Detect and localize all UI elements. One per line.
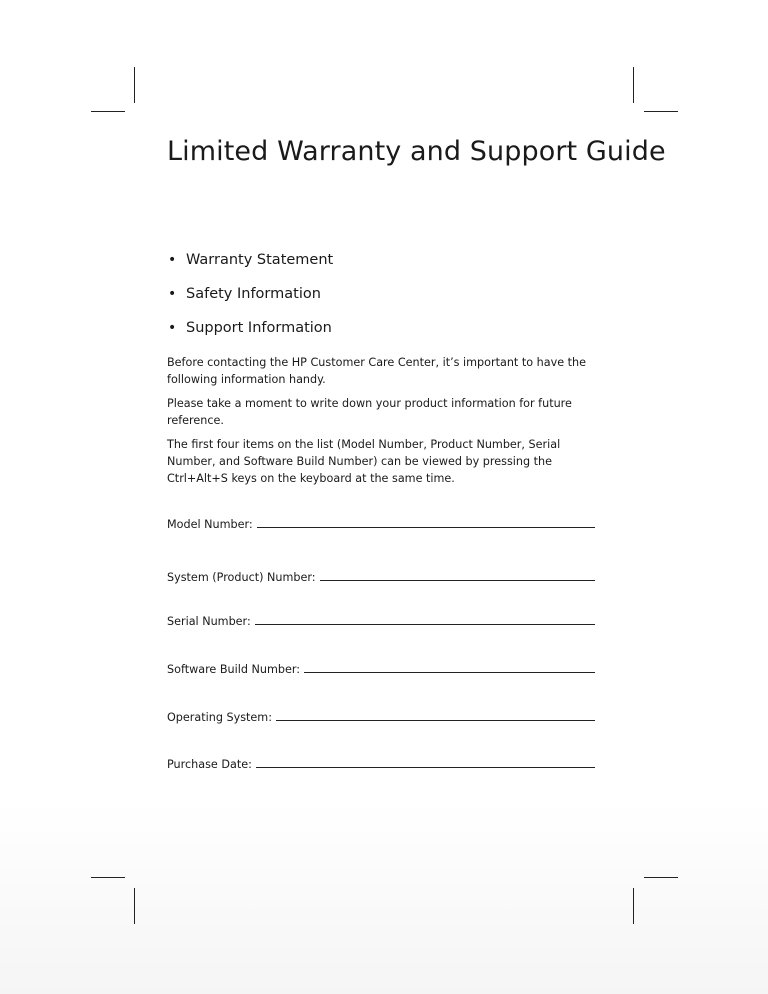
field-label: Software Build Number:: [167, 663, 301, 676]
serial-number-field: [167, 610, 595, 628]
crop-mark-top-right-horizontal: [644, 111, 678, 112]
bullet-icon: •: [168, 252, 177, 268]
write-in-line: [304, 671, 595, 673]
crop-mark-top-right-vertical: [633, 67, 634, 103]
page-title: Limited Warranty and Support Guide: [167, 136, 666, 167]
write-in-line: [256, 766, 595, 768]
crop-mark-bottom-right-vertical: [633, 888, 634, 924]
write-in-line: [255, 623, 595, 625]
field-label: Serial Number:: [167, 615, 251, 628]
software-build-number-field: [167, 658, 595, 676]
list-item: [168, 284, 333, 318]
instructions-paragraph: The first four items on the list (Model Number, Product Number, Serial Number, and Software Build Number) can be viewed by pressing the Ctrl+Alt+S keys on the keyboard at the same time.: [167, 438, 561, 485]
crop-mark-top-left-vertical: [134, 67, 135, 103]
page-bottom-shade: [0, 800, 768, 994]
list-item: [168, 318, 333, 352]
crop-mark-bottom-left-horizontal: [91, 877, 125, 878]
list-item-label: Safety Information: [186, 286, 321, 302]
list-item-label: Warranty Statement: [186, 252, 334, 268]
field-label: Operating System:: [167, 711, 272, 724]
crop-mark-bottom-left-vertical: [134, 888, 135, 924]
crop-mark-top-left-horizontal: [91, 111, 125, 112]
operating-system-field: [167, 706, 595, 724]
system-product-number-field: [167, 566, 595, 584]
field-label: System (Product) Number:: [167, 571, 316, 584]
bullet-icon: •: [168, 320, 177, 336]
write-in-line: [276, 719, 595, 721]
contents-bullet-list: [168, 250, 333, 352]
bullet-icon: •: [168, 286, 177, 302]
reference-paragraph: Please take a moment to write down your product information for future reference.: [167, 397, 572, 427]
write-in-line: [320, 579, 595, 581]
write-in-line: [257, 526, 595, 528]
list-item: [168, 250, 333, 284]
list-item-label: Support Information: [186, 320, 332, 336]
field-label: Purchase Date:: [167, 758, 252, 771]
model-number-field: [167, 513, 595, 531]
intro-paragraph: Before contacting the HP Customer Care Center, it’s important to have the following information handy.: [167, 356, 587, 386]
field-label: Model Number:: [167, 518, 253, 531]
purchase-date-field: [167, 753, 595, 771]
crop-mark-bottom-right-horizontal: [644, 877, 678, 878]
